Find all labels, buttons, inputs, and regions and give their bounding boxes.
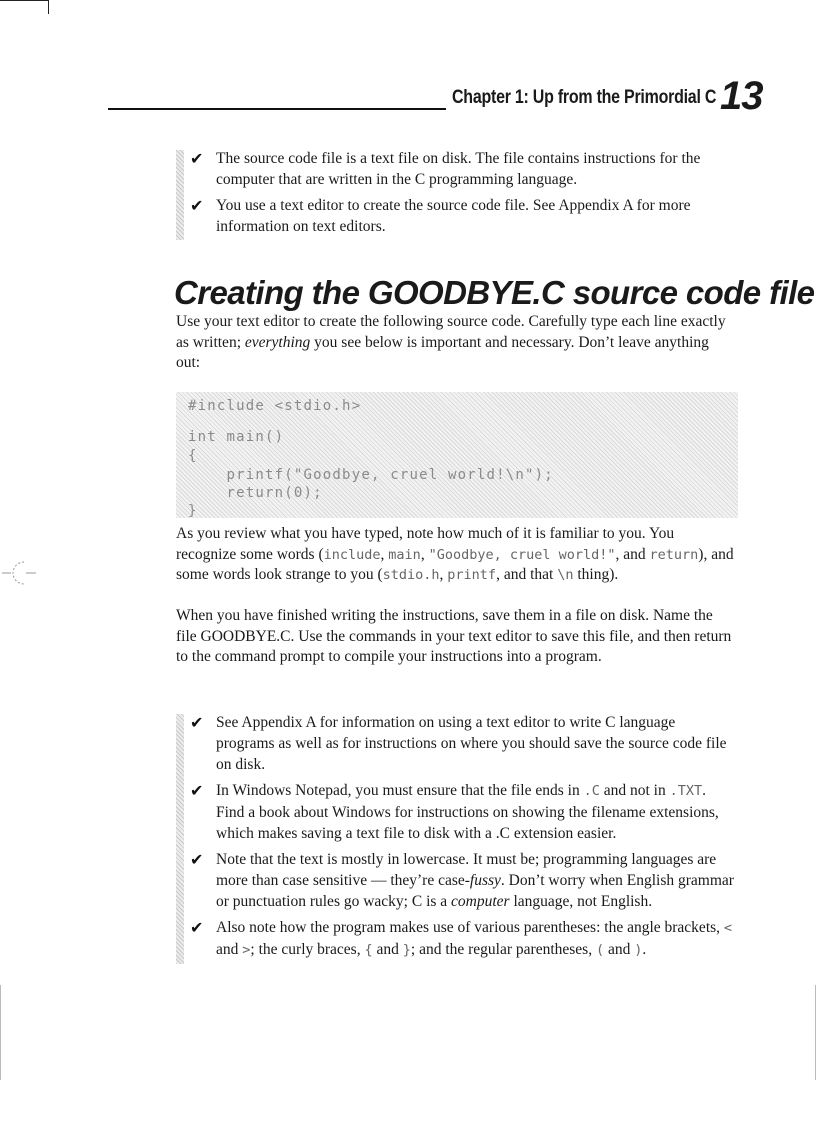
code-line: } — [188, 503, 198, 519]
text-run: As you review what you have typed, note how much of it is familiar to you. You recognize some words ( — [176, 525, 675, 563]
section-heading: Creating the GOODBYE.C source code file — [174, 274, 815, 311]
inline-code: } — [402, 942, 411, 958]
running-header — [108, 74, 792, 120]
inline-code: include — [323, 546, 381, 563]
top-bullet-list — [176, 148, 736, 242]
crop-mark-top — [0, 0, 48, 1]
text-run: you see below is important and necessary. Don’t leave anything out: — [176, 333, 709, 371]
text-run: ; the curly braces, — [250, 941, 365, 958]
inline-code: return — [649, 546, 699, 563]
bullet-text: See Appendix A for information on using a text editor to write C language programs as well as for instructions on where you should save the source code file on disk. — [216, 714, 727, 773]
checkmark-icon: ✔ — [190, 149, 204, 168]
inline-code: ) — [634, 942, 643, 958]
inline-code: .TXT — [669, 783, 703, 799]
text-run: language, not English. — [509, 893, 653, 910]
checkmark-icon: ✔ — [190, 781, 204, 800]
text-run: ), and some words look strange to you ( — [176, 545, 734, 583]
save-paragraph: When you have finished writing the instructions, save them in a file on disk. Name the file GOODBYE.C. Use the commands in your text editor to save this file, and then return to the command prompt to compile your instructions into a program. — [176, 607, 732, 665]
inline-code: stdio.h — [382, 567, 440, 583]
list-item — [176, 195, 736, 237]
list-item — [176, 849, 736, 912]
list-item — [176, 712, 736, 775]
text-run: Note that the text is mostly in lowercase. It must be; programming languages are more than case sensitive — they’re case- — [216, 851, 717, 889]
text-run: and — [604, 941, 635, 958]
code-listing — [176, 392, 738, 518]
text-run: . Don’t worry when English grammar or punctuation rules go wacky; C is a — [216, 872, 734, 910]
inline-code: main — [388, 546, 421, 563]
inline-code: < — [723, 920, 733, 936]
text-run: In Windows Notepad, you must ensure that the file ends in — [216, 782, 584, 799]
header-rule — [108, 108, 446, 110]
inline-code: > — [242, 942, 251, 958]
review-paragraph — [176, 524, 736, 586]
inline-code: \n — [557, 567, 574, 583]
text-run: , — [420, 545, 429, 563]
text-run: . Find a book about Windows for instructions on showing the filename extensions, which makes saving a text file to disk with a .C extension easier. — [216, 782, 719, 842]
text-run: , and — [615, 545, 650, 563]
checkmark-icon: ✔ — [190, 713, 204, 732]
code-line: int main() — [188, 429, 285, 445]
text-run: ; and the regular parentheses, — [410, 941, 596, 958]
inline-code: { — [364, 942, 373, 958]
checkmark-icon: ✔ — [190, 918, 204, 937]
code-line: printf("Goodbye, cruel world!\n"); — [188, 467, 554, 483]
emphasis-text: everything — [244, 333, 311, 351]
checkmark-icon: ✔ — [190, 850, 204, 869]
text-run: , and that — [496, 566, 558, 583]
code-line: { — [188, 448, 198, 464]
edge-mark-left — [0, 985, 1, 1080]
text-run: and — [216, 941, 243, 958]
registration-mark-icon — [2, 558, 38, 588]
page-number: 13 — [720, 74, 763, 118]
text-run: , — [439, 566, 448, 583]
bullet-text: You use a text editor to create the source code file. See Appendix A for more information on text editors. — [216, 197, 691, 235]
checkmark-icon: ✔ — [190, 196, 204, 215]
list-item — [176, 917, 736, 961]
text-run: Also note how the program makes use of various parentheses: the angle brackets, — [216, 919, 724, 936]
emphasis-text: fussy — [469, 872, 501, 889]
text-run: and not in — [599, 782, 670, 799]
inline-code: ( — [595, 942, 605, 958]
text-run: thing). — [573, 566, 619, 583]
text-run: , — [380, 545, 389, 563]
tips-bullet-list — [176, 712, 736, 966]
text-run: and — [372, 941, 403, 958]
text-run: . — [642, 941, 647, 958]
chapter-title: Chapter 1: Up from the Primordial C — [452, 86, 717, 108]
code-line: return(0); — [188, 485, 323, 501]
emphasis-text: computer — [451, 893, 510, 910]
inline-code: "Goodbye, cruel world!" — [428, 546, 616, 563]
bullet-text: The source code file is a text file on disk. The file contains instructions for the computer that are written in the C programming language. — [216, 150, 701, 188]
list-item — [176, 148, 736, 190]
text-run: Use your text editor to create the following source code. Carefully type each line exactly as written; — [176, 313, 726, 351]
inline-code: .C — [583, 783, 600, 799]
intro-paragraph — [176, 312, 736, 374]
crop-mark-left — [48, 0, 49, 14]
code-line: #include <stdio.h> — [188, 398, 362, 414]
list-item — [176, 780, 736, 844]
inline-code: printf — [447, 567, 497, 583]
